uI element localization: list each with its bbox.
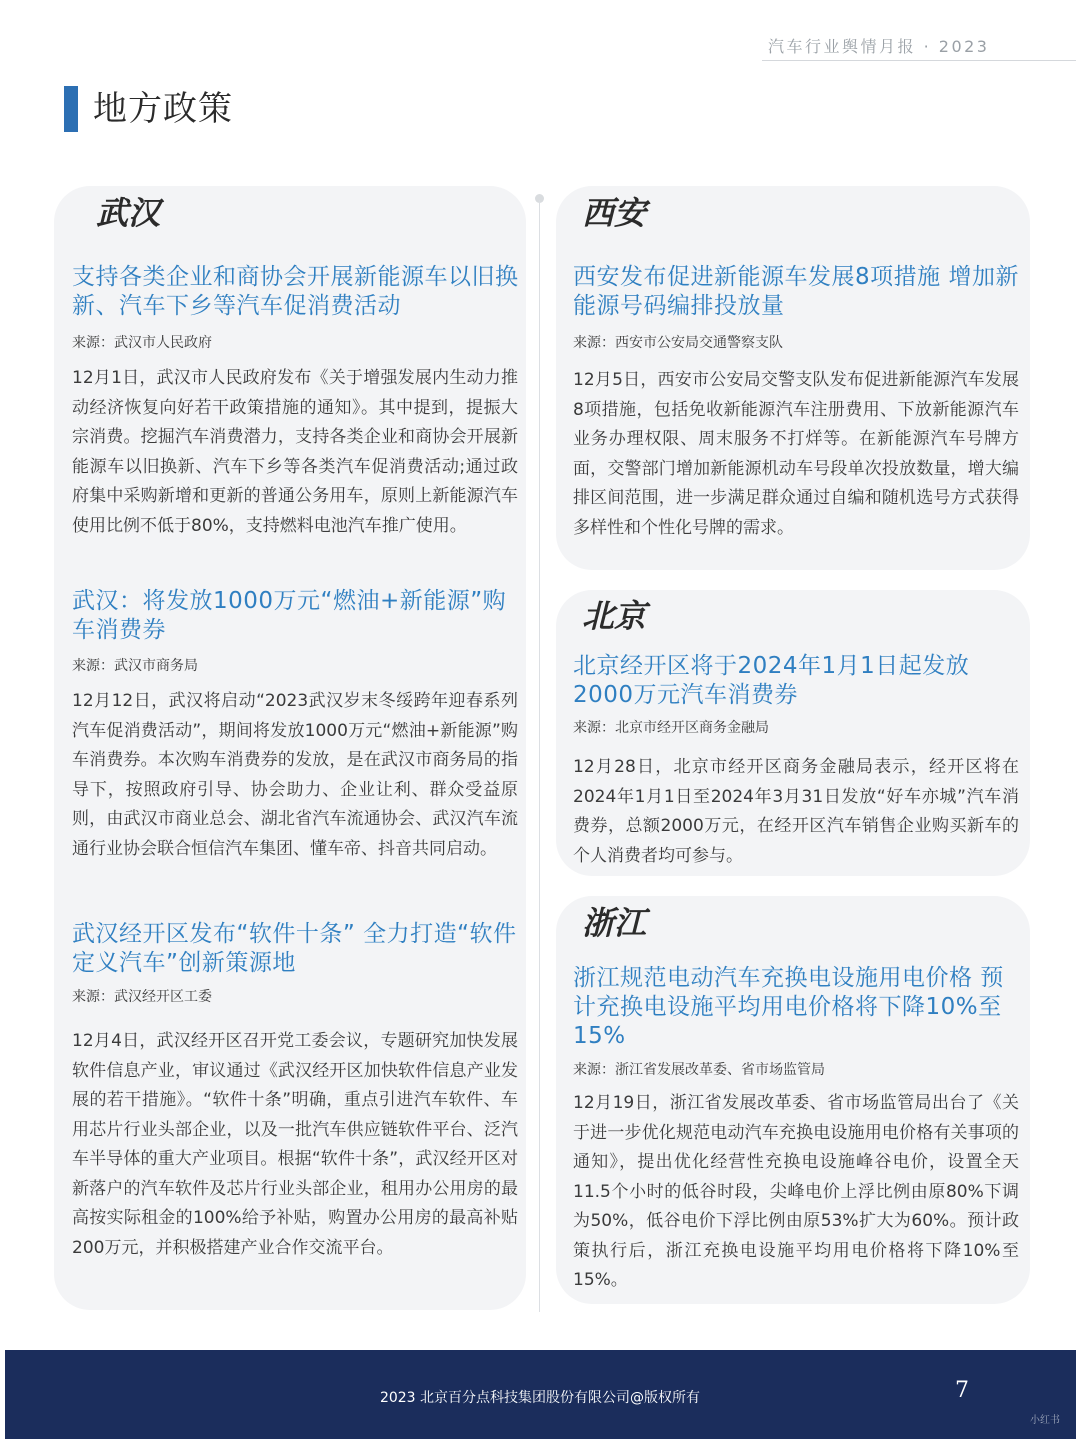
source-wuhan-2: 来源：武汉市商务局: [72, 658, 198, 674]
column-divider: [539, 200, 540, 1312]
header-rule: [762, 60, 1076, 61]
headline-zhejiang: 浙江规范电动汽车充换电设施用电价格 预计充换电设施平均用电价格将下降10%至15%: [573, 965, 1004, 1049]
city-title-zhejiang: 浙江: [582, 904, 647, 942]
headline-wuhan-3: 武汉经开区发布“软件十条” 全力打造“软件定义汽车”创新策源地: [72, 921, 517, 976]
section-title: 地方政策: [93, 89, 233, 129]
footer-copyright: 2023 北京百分点科技集团股份有限公司@版权所有: [379, 1390, 701, 1406]
body-wuhan-2: 12月12日，武汉将启动“2023武汉岁末冬绥跨年迎春系列汽车促消费活动”，期间将发放1000万元“燃油+新能源”购车消费券。本次购车消费券的发放，是在武汉市商务局的指导下，按照政府引导、协会助力、企业让利、群众受益原则，由武汉市商业总会、湖北省汽车流通协会、武汉汽车流通行业协会联合恒信汽车集团、懂车帝、抖音共同启动。: [72, 691, 518, 859]
city-title-wuhan: 武汉: [96, 194, 161, 232]
source-wuhan-3: 来源：武汉经开区工委: [72, 989, 212, 1005]
body-wuhan-1: 12月1日，武汉市人民政府发布《关于增强发展内生动力推动经济恢复向好若干政策措施的通知》。其中提到，提振大宗消费。挖掘汽车消费潜力，支持各类企业和商协会开展新能源车以旧换新、汽车下乡等各类汽车促消费活动;通过政府集中采购新增和更新的普通公务用车，原则上新能源汽车使用比例不低于80%，支持燃料电池汽车推广使用。: [72, 368, 518, 536]
headline-wuhan-2: 武汉：将发放1000万元“燃油+新能源”购车消费券: [72, 588, 507, 643]
body-wuhan-3: 12月4日，武汉经开区召开党工委会议，专题研究加快发展软件信息产业，审议通过《武汉经开区加快软件信息产业发展的若干措施》。“软件十条”明确，重点引进汽车软件、车用芯片行业头部企业，以及一批汽车供应链软件平台、泛汽车半导体的重大产业项目。根据“软件十条”，武汉经开区对新落户的汽车软件及芯片行业头部企业，租用办公用房的最高按实际租金的100%给予补贴，购置办公用房的最高补贴200万元，并积极搭建产业合作交流平台。: [72, 1031, 518, 1258]
headline-beijing: 北京经开区将于2024年1月1日起发放2000万元汽车消费券: [573, 653, 970, 708]
city-title-beijing: 北京: [582, 597, 647, 635]
source-beijing: 来源：北京市经开区商务金融局: [573, 720, 769, 736]
headline-wuhan-1: 支持各类企业和商协会开展新能源车以旧换新、汽车下乡等汽车促消费活动: [72, 264, 519, 319]
city-title-xian: 西安: [582, 194, 647, 232]
page-number: 7: [955, 1378, 969, 1403]
source-zhejiang: 来源：浙江省发展改革委、省市场监管局: [573, 1062, 825, 1078]
body-zhejiang: 12月19日，浙江省发展改革委、省市场监管局出台了《关于进一步优化规范电动汽车充换电设施用电价格有关事项的通知》，提出优化经营性充换电设施峰谷电价，设置全天11.5个小时的低谷时段，尖峰电价上浮比例由原80%下调为50%，低谷电价下浮比例由原53%扩大为60%。预计政策执行后，浙江充换电设施平均用电价格将下降10%至15%。: [573, 1093, 1019, 1290]
body-xian: 12月5日，西安市公安局交警支队发布促进新能源汽车发展8项措施，包括免收新能源汽车注册费用、下放新能源汽车业务办理权限、周末服务不打烊等。在新能源汽车号牌方面，交警部门增加新能源机动车号段单次投放数量，增大编排区间范围，进一步满足群众通过自编和随机选号方式获得多样性和个性化号牌的需求。: [573, 370, 1019, 538]
body-beijing: 12月28日，北京市经开区商务金融局表示，经开区将在2024年1月1日至2024年3月31日发放“好车亦城”汽车消费券，总额2000万元，在经开区汽车销售企业购买新车的个人消费者均可参与。: [573, 757, 1019, 866]
headline-xian: 西安发布促进新能源车发展8项措施 增加新能源号码编排投放量: [573, 264, 1019, 319]
source-xian: 来源：西安市公安局交通警察支队: [573, 335, 783, 351]
watermark-logo: 小红书: [1030, 1415, 1060, 1426]
report-title: 汽车行业舆情月报 · 2023: [768, 37, 990, 56]
section-accent-bar: [64, 86, 78, 132]
source-wuhan-1: 来源：武汉市人民政府: [72, 335, 212, 351]
